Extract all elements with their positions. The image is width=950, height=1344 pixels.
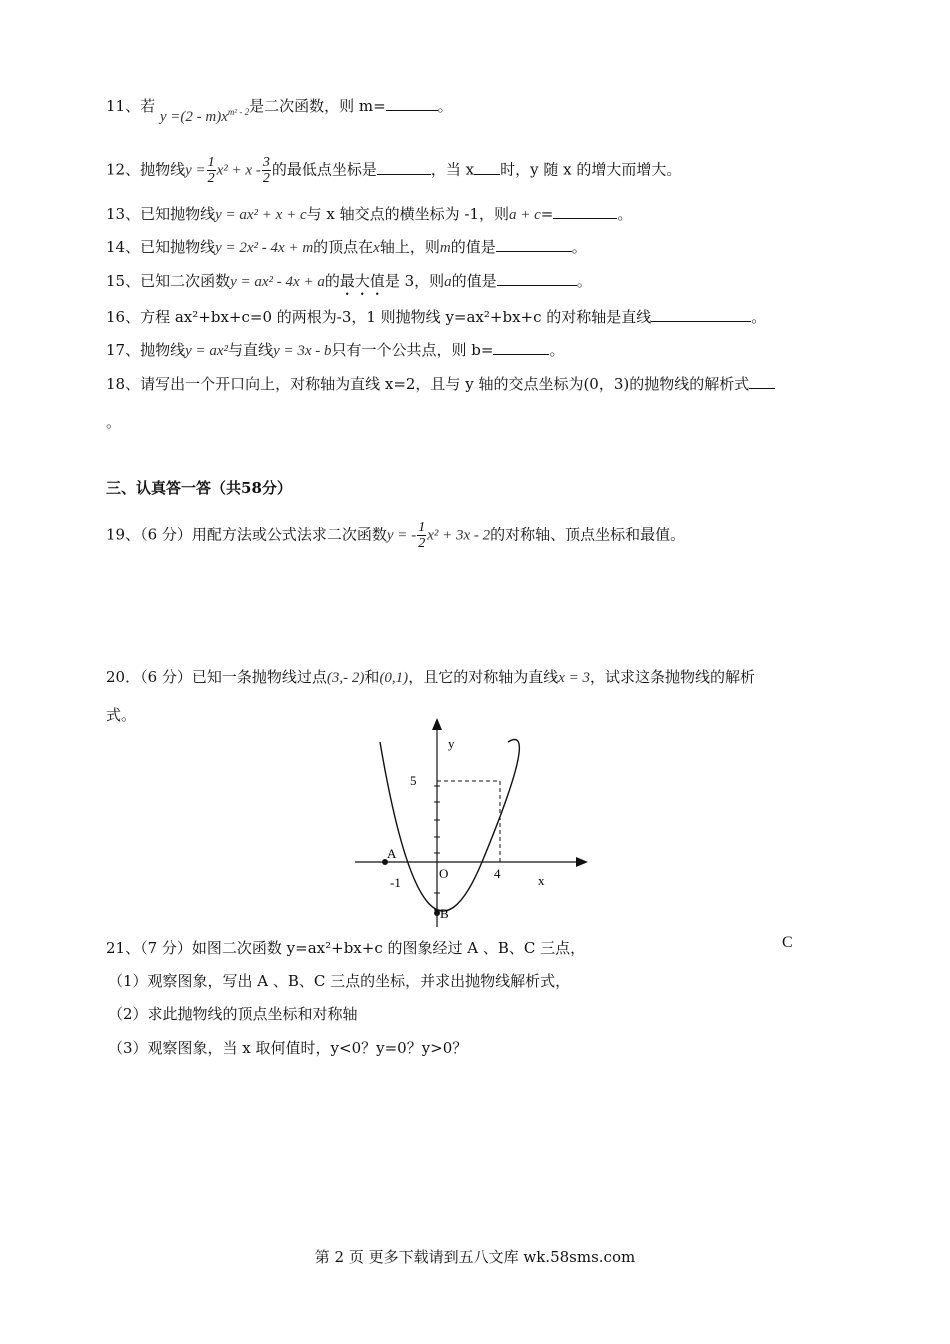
q13-pre: 已知抛物线 xyxy=(140,205,216,223)
y-tick-5: 5 xyxy=(410,773,417,788)
q12-post: 时，y 随 x 的增大而增大。 xyxy=(500,160,682,179)
question-17 xyxy=(106,340,564,361)
q16-blank[interactable] xyxy=(651,307,751,322)
q13-formula2: a + c xyxy=(509,207,541,223)
question-11 xyxy=(106,92,453,125)
q15-emphasis: 最大值 xyxy=(339,272,385,290)
q20-number: 20． xyxy=(106,668,141,686)
q21-sub-2-text: （2）求此抛物线的顶点坐标和对称轴 xyxy=(108,1005,358,1023)
q11-number: 11、 xyxy=(106,97,141,115)
q14-m: m xyxy=(439,240,451,256)
q14-post: 的值是 xyxy=(450,238,496,256)
q21-sub-2 xyxy=(108,1004,358,1024)
q15-post: 的值是 xyxy=(451,272,497,290)
q21-sub-1 xyxy=(108,971,570,991)
question-13 xyxy=(106,204,632,225)
q12-den1: 2 xyxy=(207,171,215,186)
q15-blank[interactable] xyxy=(497,271,577,286)
parabola-figure xyxy=(350,712,600,941)
q11-blank[interactable] xyxy=(386,96,438,111)
q17-pre: 抛物线 xyxy=(140,341,186,359)
q12-num1: 1 xyxy=(207,155,215,170)
q20-line2-text: 式。 xyxy=(106,706,137,724)
y-axis-arrow-icon xyxy=(432,718,442,730)
q20-formula: x = 3 xyxy=(558,670,590,686)
q17-formula2: y = 3x - b xyxy=(273,343,332,359)
q16-text: 方程 ax²+bx+c=0 的两根为-3，1 则抛物线 y=ax²+bx+c 的对称轴是直线 xyxy=(140,308,652,326)
q16-number: 16、 xyxy=(106,308,141,326)
q15-number: 15、 xyxy=(106,272,141,290)
q14-mid2: 轴上，则 xyxy=(379,238,440,256)
q12-pre: 抛物线 xyxy=(140,160,186,179)
q12-mid2: ，当 x xyxy=(430,160,475,179)
q17-blank[interactable] xyxy=(493,340,549,355)
q21-sub-3 xyxy=(108,1038,467,1058)
x-tick-minus1: -1 xyxy=(390,875,401,890)
q12-fraction-2 xyxy=(262,155,271,186)
q14-x: x xyxy=(373,240,380,256)
q13-mid: 与 x 轴交点的横坐标为 -1，则 xyxy=(306,205,509,223)
q17-mid: 与直线 xyxy=(228,341,274,359)
q20-and: 和 xyxy=(364,668,380,686)
q19-den: 2 xyxy=(418,536,426,551)
q18-blank[interactable] xyxy=(749,374,775,389)
label-c: C xyxy=(782,934,793,951)
q12-formula-b: x² + x - xyxy=(216,162,261,179)
q20-point-1: (3,- 2) xyxy=(326,670,365,686)
q12-den2: 2 xyxy=(262,171,270,186)
label-b: B xyxy=(440,906,449,921)
q13-end: 。 xyxy=(617,205,633,223)
q17-end: 。 xyxy=(549,341,565,359)
q13-blank[interactable] xyxy=(553,204,617,219)
q20-mid: ，且它的对称轴为直线 xyxy=(408,668,559,686)
q17-formula: y = ax² xyxy=(185,343,229,359)
section-3-title: 三、认真答一答（共58分） xyxy=(106,479,292,497)
q18-end: 。 xyxy=(106,413,122,431)
q15-a: a xyxy=(444,274,452,290)
q15-mid: 的 xyxy=(324,272,340,290)
q11-formula-text: y =(2 - m)x xyxy=(159,109,228,125)
q11-pre: 若 xyxy=(140,97,156,115)
q12-fraction-1 xyxy=(207,155,216,186)
q19-pre: （6 分）用配方法或公式法求二次函数 xyxy=(140,525,387,544)
q16-end: 。 xyxy=(751,308,767,326)
q21-number: 21、 xyxy=(106,939,141,957)
q12-number: 12、 xyxy=(106,160,141,179)
parabola-graph xyxy=(350,712,600,937)
parabola-curve xyxy=(380,740,519,912)
question-15 xyxy=(106,271,592,299)
q12-formula-a: y = xyxy=(185,162,206,179)
q14-formula: y = 2x² - 4x + m xyxy=(215,240,314,256)
q19-fraction xyxy=(417,520,426,551)
page-footer: 第 2 页 更多下载请到五八文库 wk.58sms.com xyxy=(314,1248,636,1266)
q20-pre: （6 分）已知一条抛物线过点 xyxy=(140,668,327,686)
q14-number: 14、 xyxy=(106,238,141,256)
label-a: A xyxy=(387,846,397,861)
q11-post: 是二次函数，则 m= xyxy=(249,97,386,115)
q18-text: 请写出一个开口向上，对称轴为直线 x=2，且与 y 轴的交点坐标为(0，3)的抛物线的解析式 xyxy=(140,375,750,393)
x-tick-4: 4 xyxy=(494,866,501,881)
q15-mid2: 是 3，则 xyxy=(384,272,445,290)
q19-formula-b: x² + 3x - 2 xyxy=(427,527,491,544)
q12-blank-2[interactable] xyxy=(474,160,500,175)
q12-num2: 3 xyxy=(262,155,270,170)
question-14 xyxy=(106,237,587,258)
x-axis-arrow-icon xyxy=(576,857,588,867)
question-20 xyxy=(106,667,755,688)
q12-blank-1[interactable] xyxy=(377,160,431,175)
q13-formula: y = ax² + x + c xyxy=(215,207,307,223)
q18-number: 18、 xyxy=(106,375,141,393)
q13-post: = xyxy=(540,205,554,223)
label-origin: O xyxy=(439,866,449,881)
q20-point-2: (0,1) xyxy=(379,670,409,686)
q15-formula: y = ax² - 4x + a xyxy=(230,274,325,290)
q19-number: 19、 xyxy=(106,525,141,544)
q15-pre: 已知二次函数 xyxy=(140,272,231,290)
y-axis-label: y xyxy=(448,736,455,751)
question-12 xyxy=(106,155,681,186)
x-axis-label: x xyxy=(538,873,545,888)
q20-post: ，试求这条抛物线的解析 xyxy=(589,668,755,686)
q19-post: 的对称轴、顶点坐标和最值。 xyxy=(490,525,686,544)
question-21 xyxy=(106,938,585,958)
question-19 xyxy=(106,520,685,551)
q14-mid: 的顶点在 xyxy=(313,238,374,256)
q17-number: 17、 xyxy=(106,341,141,359)
q14-blank[interactable] xyxy=(496,237,572,252)
q14-end: 。 xyxy=(571,238,587,256)
q19-formula-a: y = - xyxy=(386,527,417,544)
q17-post: 只有一个公共点，则 b= xyxy=(331,341,494,359)
q11-exponent: m² - 2 xyxy=(227,107,250,117)
q15-end: 。 xyxy=(576,272,592,290)
q20-line2 xyxy=(106,705,136,725)
question-16 xyxy=(106,307,766,327)
q18-end-line xyxy=(106,412,121,432)
q21-text: （7 分）如图二次函数 y=ax²+bx+c 的图象经过 A 、B、C 三点， xyxy=(140,939,586,957)
q21-sub-3-text: （3）观察图象，当 x 取何值时，y<0？y=0？y>0？ xyxy=(108,1039,468,1057)
q11-end: 。 xyxy=(437,97,453,115)
q14-pre: 已知抛物线 xyxy=(140,238,216,256)
q12-mid: 的最低点坐标是 xyxy=(271,160,377,179)
section-3-heading xyxy=(106,478,292,498)
q13-number: 13、 xyxy=(106,205,141,223)
q21-sub-1-text: （1）观察图象，写出 A 、B、C 三点的坐标，并求出抛物线解析式， xyxy=(108,972,571,990)
q11-formula xyxy=(160,109,249,125)
q19-num: 1 xyxy=(418,520,426,535)
question-18 xyxy=(106,374,775,394)
